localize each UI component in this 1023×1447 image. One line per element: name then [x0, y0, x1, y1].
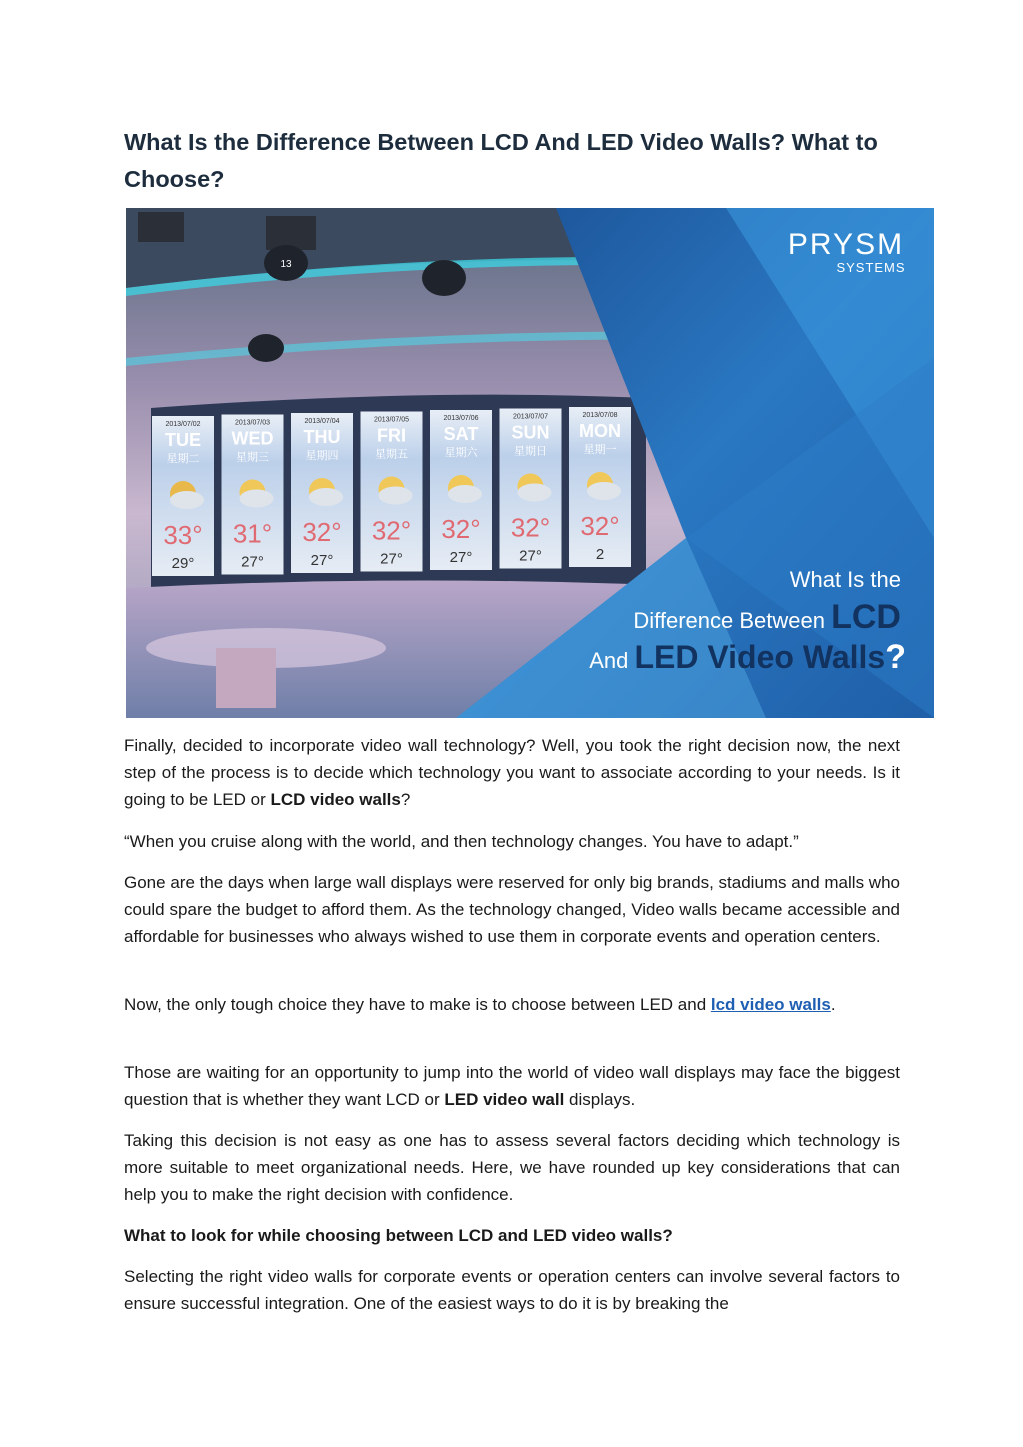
forecast-cn: 星期四 — [305, 450, 339, 462]
forecast-day: SUN — [511, 422, 550, 443]
forecast-day: FRI — [377, 425, 406, 446]
forecast-day: TUE — [165, 430, 201, 450]
forecast-low: 29° — [171, 555, 195, 572]
article-title: What Is the Difference Between LCD And LED Video Walls? What to Choose? — [124, 129, 878, 192]
forecast-high: 32° — [441, 514, 481, 544]
paragraph-intro: Finally, decided to incorporate video wall technology? Well, you took the right decision now, the next step of the process is to decide which technology you want to associate according to your needs. Is it going to be LED or LCD video walls? — [124, 736, 900, 809]
paragraph-decision: Taking this decision is not easy as one has to assess several factors deciding which technology is more suitable to meet organizational needs. Here, we have rounded up key considerations that can help you to make the right decision with confidence. — [124, 1131, 900, 1204]
brand-name: PRYSM — [787, 228, 905, 261]
paragraph-waiting: Those are waiting for an opportunity to jump into the world of video wall displays may face the biggest question that is whether they want LCD or LED video wall displays. — [124, 1063, 900, 1109]
hero-illustration — [126, 208, 934, 718]
forecast-panel — [430, 410, 492, 570]
forecast-panel — [500, 409, 562, 569]
forecast-low: 2 — [595, 546, 605, 563]
paragraph-gone-are-days: Gone are the days when large wall displays were reserved for only big brands, stadiums and malls who could spare the budget to afford them. As the technology changed, Video walls became accessible and affordable for businesses who always wished to use them in corporate events and operation centers. — [124, 873, 900, 946]
cloud-icon — [309, 488, 343, 506]
forecast-day: THU — [303, 427, 341, 447]
forecast-panel — [291, 413, 353, 573]
forecast-date: 2013/07/02 — [165, 421, 201, 428]
lcd-video-walls-link[interactable]: lcd video walls — [710, 995, 831, 1014]
paragraph-selecting: Selecting the right video walls for corporate events or operation centers can involve several factors to ensure successful integration. One of the easiest ways to do it is by breaking the — [124, 1267, 900, 1313]
forecast-high: 32° — [510, 512, 551, 543]
forecast-panel — [361, 412, 423, 572]
forecast-date: 2013/07/05 — [373, 416, 410, 424]
forecast-date: 2013/07/08 — [582, 412, 618, 419]
forecast-date: 2013/07/06 — [443, 415, 479, 422]
forecast-low: 27° — [310, 552, 334, 569]
section-heading: What to look for while choosing between LCD and LED video walls? — [124, 1226, 673, 1245]
forecast-day: SAT — [443, 424, 479, 444]
cloud-icon — [240, 490, 274, 508]
forecast-cn: 星期二 — [166, 453, 200, 465]
cloud-icon — [587, 482, 621, 500]
cloud-icon — [379, 487, 413, 505]
forecast-low: 27° — [449, 549, 473, 566]
forecast-low: 27° — [380, 550, 403, 568]
forecast-date: 2013/07/03 — [234, 419, 271, 427]
forecast-cn: 星期日 — [514, 445, 547, 458]
forecast-high: 32° — [371, 515, 412, 546]
forecast-cn: 星期五 — [375, 448, 408, 461]
quote: “When you cruise along with the world, and then technology changes. You have to adapt.” — [124, 832, 799, 851]
forecast-day: MON — [579, 421, 621, 441]
forecast-panel — [569, 407, 631, 567]
paragraph-tough-choice: Now, the only tough choice they have to make is to choose between LED and lcd video walls. — [124, 995, 836, 1014]
forecast-cn: 星期三 — [236, 451, 269, 464]
forecast-panels — [152, 407, 631, 576]
forecast-panel — [222, 415, 284, 575]
forecast-low: 27° — [241, 553, 264, 571]
forecast-low: 27° — [519, 547, 542, 565]
brand-sub: SYSTEMS — [836, 260, 906, 275]
camera-number: 13 — [280, 259, 292, 270]
cloud-icon — [448, 485, 482, 503]
forecast-high: 32° — [302, 517, 342, 547]
forecast-cn: 星期一 — [583, 444, 617, 456]
forecast-high: 33° — [163, 520, 203, 550]
forecast-panel — [152, 416, 214, 576]
caption-line-1: What Is the — [789, 567, 901, 592]
cloud-icon — [518, 484, 552, 502]
caption-line-2: Difference Between LCD — [633, 598, 901, 636]
forecast-date: 2013/07/07 — [512, 413, 549, 421]
forecast-day: WED — [231, 428, 274, 449]
caption-line-3: And LED Video Walls? — [589, 638, 906, 676]
forecast-date: 2013/07/04 — [304, 418, 340, 425]
forecast-cn: 星期六 — [444, 447, 478, 459]
cloud-icon — [170, 491, 204, 509]
hero-image — [126, 208, 934, 718]
forecast-high: 31° — [232, 518, 273, 549]
forecast-high: 32° — [580, 511, 620, 541]
